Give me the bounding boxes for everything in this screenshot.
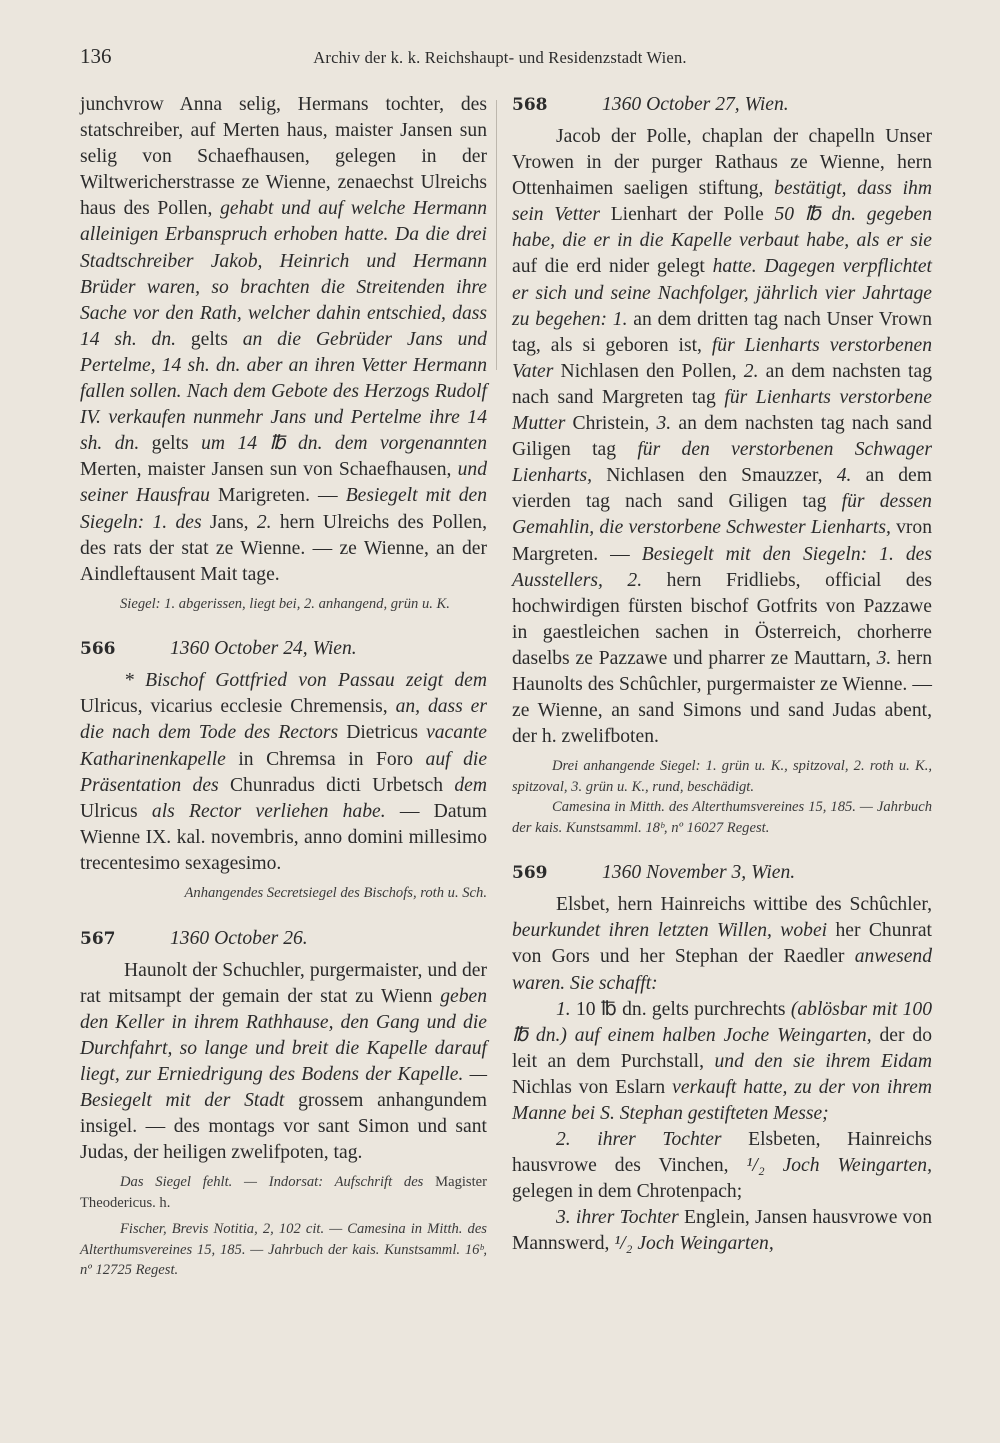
entry-568-text: Jacob der Polle, chaplan der chapelln Unser Vrowen in der purger Rathaus ze Wienne, hern Ottenhaimen saeligen stiftung, bestätigt, dass ihm sein Vetter Lienhart der Polle 50 ℔ dn. gegeben habe, die er in die Kapelle verbaut habe, als er sie auf die erd nider gelegt hatte. Dagegen verpflichtet er sich und seine Nachfolger, jährlich vier Jahrtage zu begehen: 1. an dem dritten tag nach Unser Vrown tag, als si geboren ist, für Lienharts verstorbenen Vater Nichlasen den Pollen, 2. an dem nachsten tag nach sand Margreten tag für Lienharts verstorbene Mutter Christein, 3. an dem nachsten tag nach sand Giligen tag für den verstorbenen Schwager Lienharts, Nichlasen den Smauzzer, 4. an dem vierden tag nach sand Giligen tag für dessen Gemahlin, die verstorbene Schwester Lienharts, vron Margreten. — Besiegelt mit den Siegeln: 1. des Ausstellers, 2. hern Fridliebs, official des hochwirdigen fürsten bischof Gotfrits von Pazzawe in gaestleichen sachen in Österreich, chorherre daselbs ze Pazzawe und pharrer ze Mauttarn, 3. hern Haunolts des Schûchler, purgermaister ze Wienne. — ze Wienne, an sand Simons und sand Judas abent, der h. zwelifboten.	[512, 126, 933, 748]
entry-567-references: Fischer, Brevis Notitia, 2, 102 cit. — Camesina in Mitth. des Alterthumsvereines 15, 185. — Jahrbuch der kais. Kunstsamml. 16ᵇ, nº 12725 Regest.	[80, 1221, 487, 1279]
entry-567-heading	[80, 926, 487, 952]
entry-number: 566	[80, 639, 116, 660]
entry-569-heading	[512, 860, 932, 886]
entry-date: 1360 October 27, Wien.	[602, 94, 789, 115]
entry-569-bequest-2: 2. ihrer Tochter Elsbeten, Hainreichs hausvrowe des Vinchen, ¹/₂ Joch Weingarten, gelegen in dem Chrotenpach;	[512, 1129, 932, 1203]
entry-date: 1360 November 3, Wien.	[602, 862, 796, 884]
entry-568-heading	[512, 92, 932, 118]
page-number: 136	[80, 44, 112, 68]
entry-date: 1360 October 26.	[170, 927, 308, 949]
entry-566-heading	[80, 636, 487, 662]
left-column	[80, 92, 487, 1281]
right-column	[512, 92, 932, 1258]
entry-date: 1360 October 24, Wien.	[170, 638, 357, 660]
entry-number: 569	[512, 863, 548, 884]
entry-566-seal-note: Anhangendes Secretsiegel des Bischofs, roth u. Sch.	[184, 885, 487, 902]
entry-568-seal-note: Drei anhangende Siegel: 1. grün u. K., spitzoval, 2. roth u. K., spitzoval, 3. grün u. K., rund, beschädigt.	[512, 758, 932, 795]
entry-number: 568	[512, 95, 548, 115]
entry-number: 567	[80, 928, 116, 949]
entry-567-seal-note: Das Siegel fehlt. — Indorsat: Aufschrift des Magister Theodericus. h.	[80, 1174, 487, 1211]
entry-567-text: Haunolt der Schuchler, purgermaister, und der rat mitsampt der gemain der stat zu Wienn geben den Keller in ihrem Rathhause, den Gang und die Durchfahrt, so lange und breit die Kapelle darauf liegt, zur Erniedrigung des Bodens der Kapelle. — Besiegelt mit der Stadt grossem anhangundem insigel. — des montags vor sant Simon und sant Judas, der heiligen zwelifpoten, tag.	[80, 959, 487, 1164]
column-divider	[496, 100, 497, 370]
entry-569-bequest-1: 1. 10 ℔ dn. gelts purchrechts (ablösbar mit 100 ℔ dn.) auf einem halben Joche Weingarten, der do leit an dem Purchstall, und den sie ihrem Eidam Nichlas von Eslarn verkauft hatte, zu der von ihrem Manne bei S. Stephan gestifteten Messe;	[512, 998, 932, 1124]
running-title: Archiv der k. k. Reichshaupt- und Residenzstadt Wien.	[313, 48, 687, 67]
entry-568-references: Camesina in Mitth. des Alterthumsvereines 15, 185. — Jahrbuch der kais. Kunstsamml. 18ᵇ, nº 16027 Regest.	[512, 799, 932, 836]
entry-569-intro: Elsbet, hern Hainreichs wittibe des Schûchler, beurkundet ihren letzten Willen, wobei her Chunrat von Gors und her Stephan der Raedler anwesend waren. Sie schafft:	[512, 894, 932, 994]
entry-569-bequest-3: 3. ihrer Tochter Englein, Jansen hausvrowe von Mannswerd, ¹/₂ Joch Weingarten,	[512, 1207, 933, 1255]
page-header	[0, 44, 1000, 74]
entry-566-text: * Bischof Gottfried von Passau zeigt dem Ulricus, vicarius ecclesie Chremensis, an, dass er die nach dem Tode des Rectors Dietricus vacante Katharinenkapelle in Chremsa in Foro auf die Präsentation des Chunradus dicti Urbetsch dem Ulricus als Rector verliehen habe. — Datum Wienne IX. kal. novembris, anno domini millesimo trecentesimo sexagesimo.	[80, 670, 488, 874]
entry-565-continuation: junchvrow Anna selig, Hermans tochter, des statschreiber, auf Merten haus, maister Jansen sun selig von Schaefhausen, gelegen in der Wiltwericherstrasse ze Wienne, zenaechst Ulreichs haus des Pollen, gehabt und auf welche Hermann alleinigen Erbanspruch erhoben hatte. Da die drei Stadtschreiber Jakob, Heinrich und Hermann Brüder waren, so brachten die Streitenden ihre Sache vor den Rath, welcher dahin entschied, dass 14 sh. dn. gelts an die Gebrüder Jans und Pertelme, 14 sh. dn. aber an ihren Vetter Hermann fallen sollen. Nach dem Gebote des Herzogs Rudolf IV. verkaufen nunmehr Jans und Pertelme ihre 14 sh. dn. gelts um 14 ℔ dn. dem vorgenannten Merten, maister Jansen sun von Schaefhausen, und seiner Hausfrau Marigreten. — Besiegelt mit den Siegeln: 1. des Jans, 2. hern Ulreichs des Pollen, des rats der stat ze Wienne. — ze Wienne, an der Aindleftausent Mait tage.	[80, 94, 487, 585]
entry-565-seal-note: Siegel: 1. abgerissen, liegt bei, 2. anhangend, grün u. K.	[120, 595, 450, 612]
